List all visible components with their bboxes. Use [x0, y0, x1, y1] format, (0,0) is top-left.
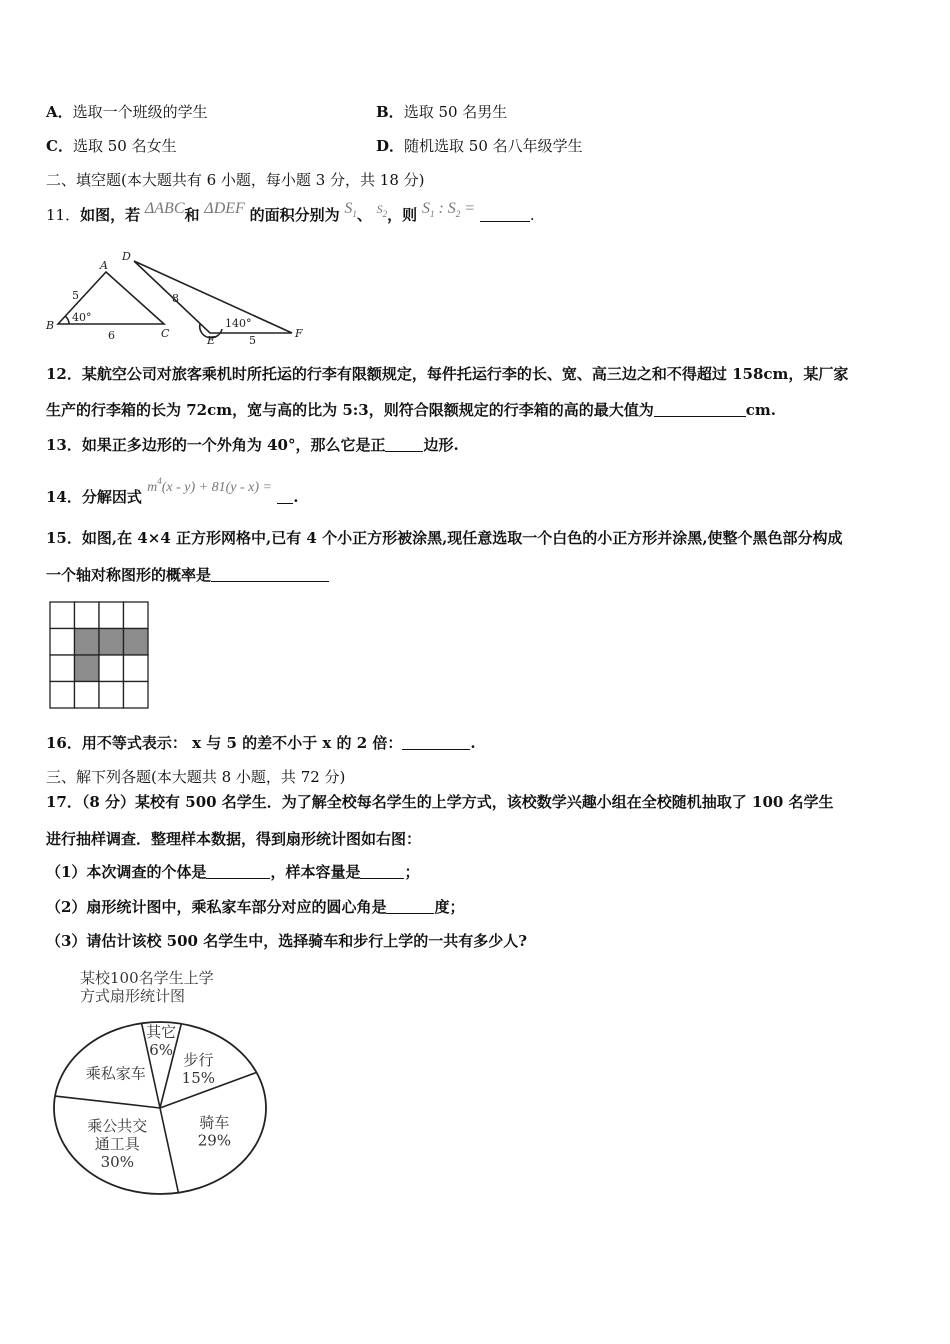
question-14	[46, 476, 299, 509]
q11-text-2: 和	[184, 206, 200, 224]
q16-end: .	[470, 734, 476, 752]
label-d: D	[122, 250, 131, 263]
grid-cell	[75, 682, 100, 709]
q11-triangle-def: ΔDEF	[204, 200, 245, 217]
q17-part-1-b: ，样本容量是	[270, 863, 361, 881]
q17-line-2: 进行抽样调查．整理样本数据，得到扇形统计图如右图：	[46, 830, 422, 848]
q15-answer-blank[interactable]	[211, 567, 329, 582]
q17-angle-blank[interactable]	[386, 899, 434, 914]
grid-cell	[99, 682, 124, 709]
label-c: C	[161, 327, 170, 340]
q15-line-2	[46, 565, 329, 585]
section3-heading: 三、解下列各题(本大题共 8 小题，共 72 分)	[46, 768, 346, 786]
q17-part-1-a: （1）本次调查的个体是	[46, 863, 207, 881]
q11-s2: S2	[376, 202, 388, 219]
q17-part-2-b: 度；	[434, 898, 465, 916]
label-e: E	[207, 334, 216, 347]
label-a: A	[100, 259, 108, 272]
option-a-text: 选取一个班级的学生	[72, 103, 208, 121]
q11-separator: 、	[356, 206, 372, 224]
q16-answer-blank[interactable]	[402, 735, 470, 750]
q12-line-2-text: 生产的行李箱的长为 72cm，宽与高的比为 5:3，则符合限额规定的行李箱的高的最大值为	[46, 401, 654, 419]
q15-line-1: 15．如图,在 4×4 正方形网格中,已有 4 个小正方形被涂黑,现任意选取一个白色的小正方形并涂黑,使整个黑色部分构成	[46, 529, 843, 547]
option-a-label: A．	[46, 103, 73, 121]
pie-slice-label: 乘公共交	[87, 1116, 148, 1135]
q17-part-2-a: （2）扇形统计图中，乘私家车部分对应的圆心角是	[46, 898, 387, 916]
q14-answer-blank[interactable]	[277, 489, 293, 504]
option-d-text: 随机选取 50 名八年级学生	[404, 137, 583, 155]
q17-line-1: 17．（8 分）某校有 500 名学生．为了解全校每名学生的上学方式，该校数学兴趣小组在全校随机抽取了 100 名学生	[46, 793, 834, 811]
side-de-length: 8	[172, 292, 179, 305]
q12-line-1: 12．某航空公司对旅客乘机时所托运的行李有限额规定，每件托运行李的长、宽、高三边之和不得超过 158cm，某厂家	[46, 365, 849, 383]
option-b-label: B．	[376, 103, 404, 121]
q11-ratio: $S_1$ : $S_2$ =	[421, 200, 476, 219]
pie-slice-label: 通工具	[94, 1134, 140, 1153]
pie-slice-value-label: 6%	[149, 1040, 174, 1059]
q17-part-2	[46, 897, 464, 917]
section2-heading: 二、填空题(本大题共有 6 小题，每小题 3 分，共 18 分)	[46, 171, 425, 189]
grid-cell	[50, 682, 75, 709]
q12-line-2	[46, 400, 776, 420]
triangles-figure	[44, 247, 314, 347]
q13-end: 边形.	[423, 436, 459, 454]
grid-cell-shaded	[99, 629, 124, 656]
angle-b-measure: 40°	[72, 311, 92, 324]
q14-end: .	[293, 488, 299, 506]
question-16	[46, 733, 476, 753]
pie-slice-boundary	[160, 1108, 178, 1193]
side-bc-length: 6	[108, 329, 115, 342]
question-13	[46, 435, 459, 455]
option-d-label: D．	[376, 137, 405, 155]
grid-cell-shaded	[124, 629, 149, 656]
q11-text-3: 的面积分别为	[249, 206, 340, 224]
pie-slice-label: 其它	[146, 1022, 177, 1041]
q11-text-1: 如图，若	[80, 206, 141, 224]
option-a	[46, 102, 208, 122]
q13-answer-blank[interactable]	[385, 437, 423, 452]
pie-chart	[50, 963, 280, 1203]
angle-b-arc	[65, 316, 69, 324]
grid-cell	[99, 602, 124, 629]
q12-unit: cm.	[745, 401, 776, 419]
q14-text: 14．分解因式	[46, 488, 142, 506]
grid-cell	[50, 602, 75, 629]
q17-part-1	[46, 862, 419, 882]
q12-answer-blank[interactable]	[654, 402, 746, 417]
side-ef-length: 5	[249, 334, 256, 347]
pie-slice-value-label: 15%	[181, 1069, 216, 1088]
pie-slice-value-label: 29%	[197, 1131, 232, 1150]
option-c-text: 选取 50 名女生	[72, 137, 177, 155]
option-c	[46, 136, 177, 156]
q16-text: 16．用不等式表示： x 与 5 的差不小于 x 的 2 倍：	[46, 734, 403, 752]
grid-cell	[50, 655, 75, 682]
q11-triangle-abc: ΔABC	[144, 200, 185, 217]
q17-individual-blank[interactable]	[206, 864, 270, 879]
square-grid-4x4	[49, 601, 149, 709]
question-11	[46, 200, 535, 231]
pie-slice-label: 乘私家车	[85, 1064, 146, 1083]
q11-end: .	[529, 206, 535, 224]
grid-cell	[50, 629, 75, 656]
grid-cell	[75, 602, 100, 629]
q11-answer-blank[interactable]	[480, 207, 530, 222]
chart-title-line-1: 某校100名学生上学	[80, 969, 214, 987]
pie-slice-label: 步行	[183, 1051, 214, 1070]
grid-cell-shaded	[75, 655, 100, 682]
grid-cell	[124, 655, 149, 682]
option-b-text: 选取 50 名男生	[403, 103, 508, 121]
option-b	[376, 102, 507, 122]
q17-part-1-c: ；	[404, 863, 420, 881]
grid-cell	[99, 655, 124, 682]
angle-e-measure: 140°	[225, 317, 252, 330]
q11-s1: $S_1$	[344, 200, 357, 219]
q15-line-2-text: 一个轴对称图形的概率是	[46, 566, 212, 584]
label-f: F	[295, 327, 303, 340]
grid-cell	[124, 602, 149, 629]
label-b: B	[46, 319, 55, 332]
grid-cell-shaded	[75, 629, 100, 656]
option-d	[376, 136, 583, 156]
q14-expression: $m^4(x - y) + 81(y - x)$ =	[147, 476, 272, 495]
q11-number: 11．	[46, 206, 81, 224]
side-ab-length: 5	[72, 289, 79, 302]
q13-text: 13．如果正多边形的一个外角为 40°，那么它是正	[46, 436, 386, 454]
chart-title-line-2: 方式扇形统计图	[80, 987, 186, 1005]
option-c-label: C．	[46, 137, 73, 155]
triangle-def	[134, 261, 292, 333]
pie-slice-value-label: 30%	[100, 1152, 134, 1171]
q17-sample-size-blank[interactable]	[360, 864, 404, 879]
q17-part-3: （3）请估计该校 500 名学生中，选择骑车和步行上学的一共有多少人?	[46, 932, 527, 950]
pie-slice-label: 骑车	[199, 1113, 230, 1132]
grid-cell	[124, 682, 149, 709]
q11-text-4: ，则	[387, 206, 418, 224]
pie-slice-boundary	[55, 1096, 160, 1108]
